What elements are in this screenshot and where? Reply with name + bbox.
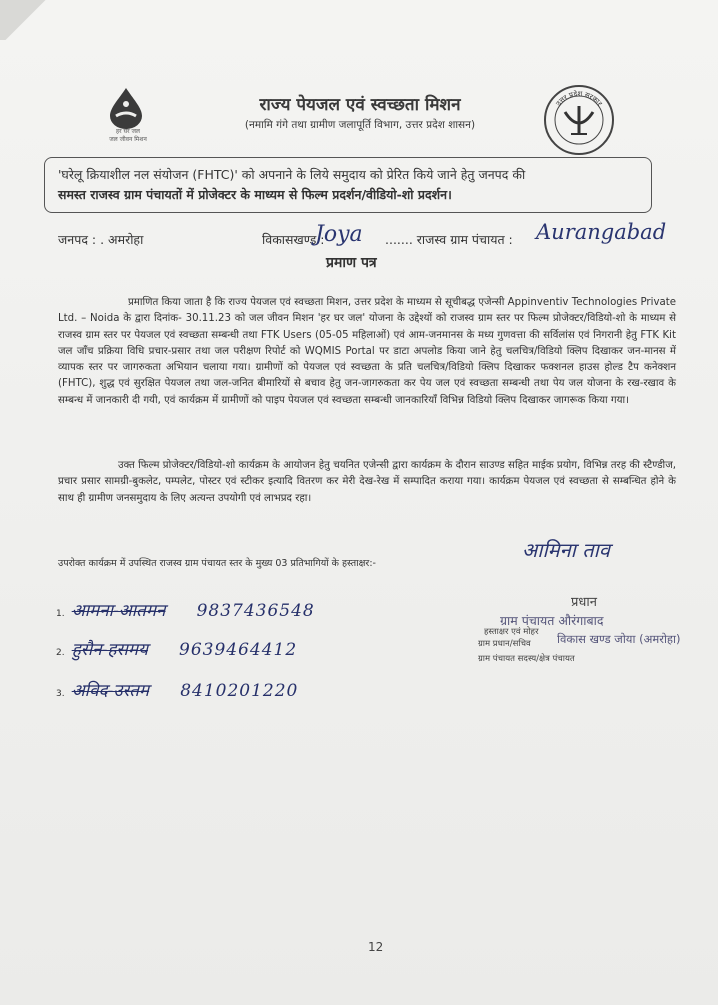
panchayat-stamp-line-1: ग्राम पंचायत औरंगाबाद xyxy=(500,613,604,628)
participant-signature: हुसैन-हसमय xyxy=(71,640,148,660)
participant-phone: 8410201220 xyxy=(180,681,299,701)
district-label: जनपद : . अमरोहा xyxy=(58,232,144,247)
subject-line-1: 'घरेलू क्रियाशील नल संयोजन (FHTC)' को अपनाने के लिये समुदाय को प्रेरित किये जाने हेतु जनपद की xyxy=(58,167,526,182)
panchayat-stamp-line-2: विकास खण्ड जोया (अमरोहा) xyxy=(557,632,681,646)
participant-phone: 9639464412 xyxy=(179,640,298,660)
block-value-handwritten: Joya xyxy=(315,222,363,247)
block-label: विकासखण्ड : xyxy=(262,232,325,247)
water-drop-icon xyxy=(96,86,156,130)
participant-number: 3. xyxy=(56,689,65,699)
member-label: ग्राम पंचायत सदस्य/क्षेत्र पंचायत xyxy=(478,654,575,664)
organisation-title: राज्य पेयजल एवं स्वच्छता मिशन xyxy=(259,95,461,115)
participant-number: 2. xyxy=(56,648,65,658)
pradhan-signature: आमिना ताव xyxy=(522,538,610,562)
page-corner-fold xyxy=(0,0,60,40)
participant-number: 1. xyxy=(56,609,65,619)
state-emblem-icon xyxy=(543,84,615,156)
participant-row xyxy=(56,678,298,701)
certificate-paragraph-1: प्रमाणित किया जाता है कि राज्य पेयजल एवं स्वच्छता मिशन, उत्तर प्रदेश के माध्यम से सूचीबद्ध एजेन्सी Appinventiv Technologies Private Ltd. – Noida के द्वारा दिनांक- 30.11.23 को जल जीवन मिशन 'हर घर जल' योजना के उद्देश्यों को राजस्व ग्राम स्तर पर फिल्म प्रोजेक्टर/विडियो-शो के माध्यम से राजस्व ग्राम स्तर पर पेयजल एवं स्वच्छता सम्बन्धी तथा FTK Users (05-05 महिलाओं) एवं आम-जनमानस के मध्य गुणवत्ता की सर्विलांस एवं निगरानी हेतु FTK Kit जल जाँच प्रक्रिया विधि प्रचार-प्रसार तथा जल परीक्षण रिपोर्ट को WQMIS Portal पर डाटा अपलोड किया जाने हेतु चलचित्र/विडियो क्लिप दिखाकर जन-मानस में व्यापक स्तर पर जागरुकता अभियान चलाया गया। ग्रामीणों को पेयजल एवं स्वच्छता के प्रति चलचित्र/विडियो क्लिप दिखाकर फक्शनल हाउस होल्ड टैप कनेक्शन (FHTC), शुद्ध एवं सुरक्षित पेयजल तथा जल-जनित बीमारियों से बचाव हेतु जन-जागरुकता कर पेय जल एवं स्वच्छता सम्बन्धी तथा पेय जल योजना के रख-रखाव के सम्बन्ध में जानकारी दी गयी, एवं कार्यक्रम में ग्रामीणों को पाइप पेयजल एवं स्वच्छता सम्बन्धी जानकारियाँ विभिन्न विडियो क्लिप दिखाकर जागरूक किया गया। xyxy=(58,297,676,406)
village-value-handwritten: Aurangabad xyxy=(536,220,667,244)
subject-line-2: समस्त राजस्व ग्राम पंचायतों में प्रोजेक्टर के माध्यम से फिल्म प्रदर्शन/वीडियो-शो प्रदर्शन। xyxy=(58,187,452,202)
participant-signature: अविद-उस्तम xyxy=(71,681,150,701)
certificate-paragraph-2: उक्त फिल्म प्रोजेक्टर/विडियो-शो कार्यक्रम के आयोजन हेतु चयनित एजेन्सी द्वारा कार्यक्रम के दौरान साउण्ड सहित माईक प्रयोग, विभिन्न तरह की स्टैण्डीज, प्रचार प्रसार सामग्री-बुकलेट, पम्पलेट, पोस्टर एवं स्टीकर इत्यादि वितरण कर मेरी देख-रेख में सम्पादित कराया गया। कार्यक्रम पेयजल एवं स्वच्छता से सम्बन्धित होने के साथ ही ग्रामीण जनसमुदाय के लिए अत्यन्त उपयोगी एवं लाभप्रद रहा। xyxy=(58,460,676,504)
participant-phone: 9837436548 xyxy=(196,601,315,621)
logo-tagline: हर घर जल जल जीवन मिशन xyxy=(109,128,147,143)
participants-intro: उपरोक्त कार्यक्रम में उपस्थित राजस्व ग्राम पंचायत स्तर के मुख्य 03 प्रतिभागियों के हस्ताक्षर:- xyxy=(58,558,376,569)
seal-text: उत्तर प्रदेश सरकार xyxy=(554,89,604,108)
certificate-title: प्रमाण पत्र xyxy=(326,255,377,271)
participant-row xyxy=(56,637,297,660)
page-number: 12 xyxy=(368,940,384,954)
village-label: ....... राजस्व ग्राम पंचायत : xyxy=(385,232,513,247)
jal-jeevan-mission-logo xyxy=(96,86,156,146)
up-government-seal xyxy=(543,84,615,156)
pradhan-role-stamp: प्रधान xyxy=(571,595,597,610)
organisation-subtitle: (नमामि गंगे तथा ग्रामीण जलापूर्ति विभाग, उत्तर प्रदेश शासन) xyxy=(244,119,476,131)
sign-and-seal-label: हस्ताक्षर एवं मोहर xyxy=(484,627,539,637)
participant-signature: आमना-आतमन xyxy=(71,601,166,621)
participant-row xyxy=(56,598,315,621)
pradhan-secretary-label: ग्राम प्रधान/सचिव xyxy=(478,639,531,649)
